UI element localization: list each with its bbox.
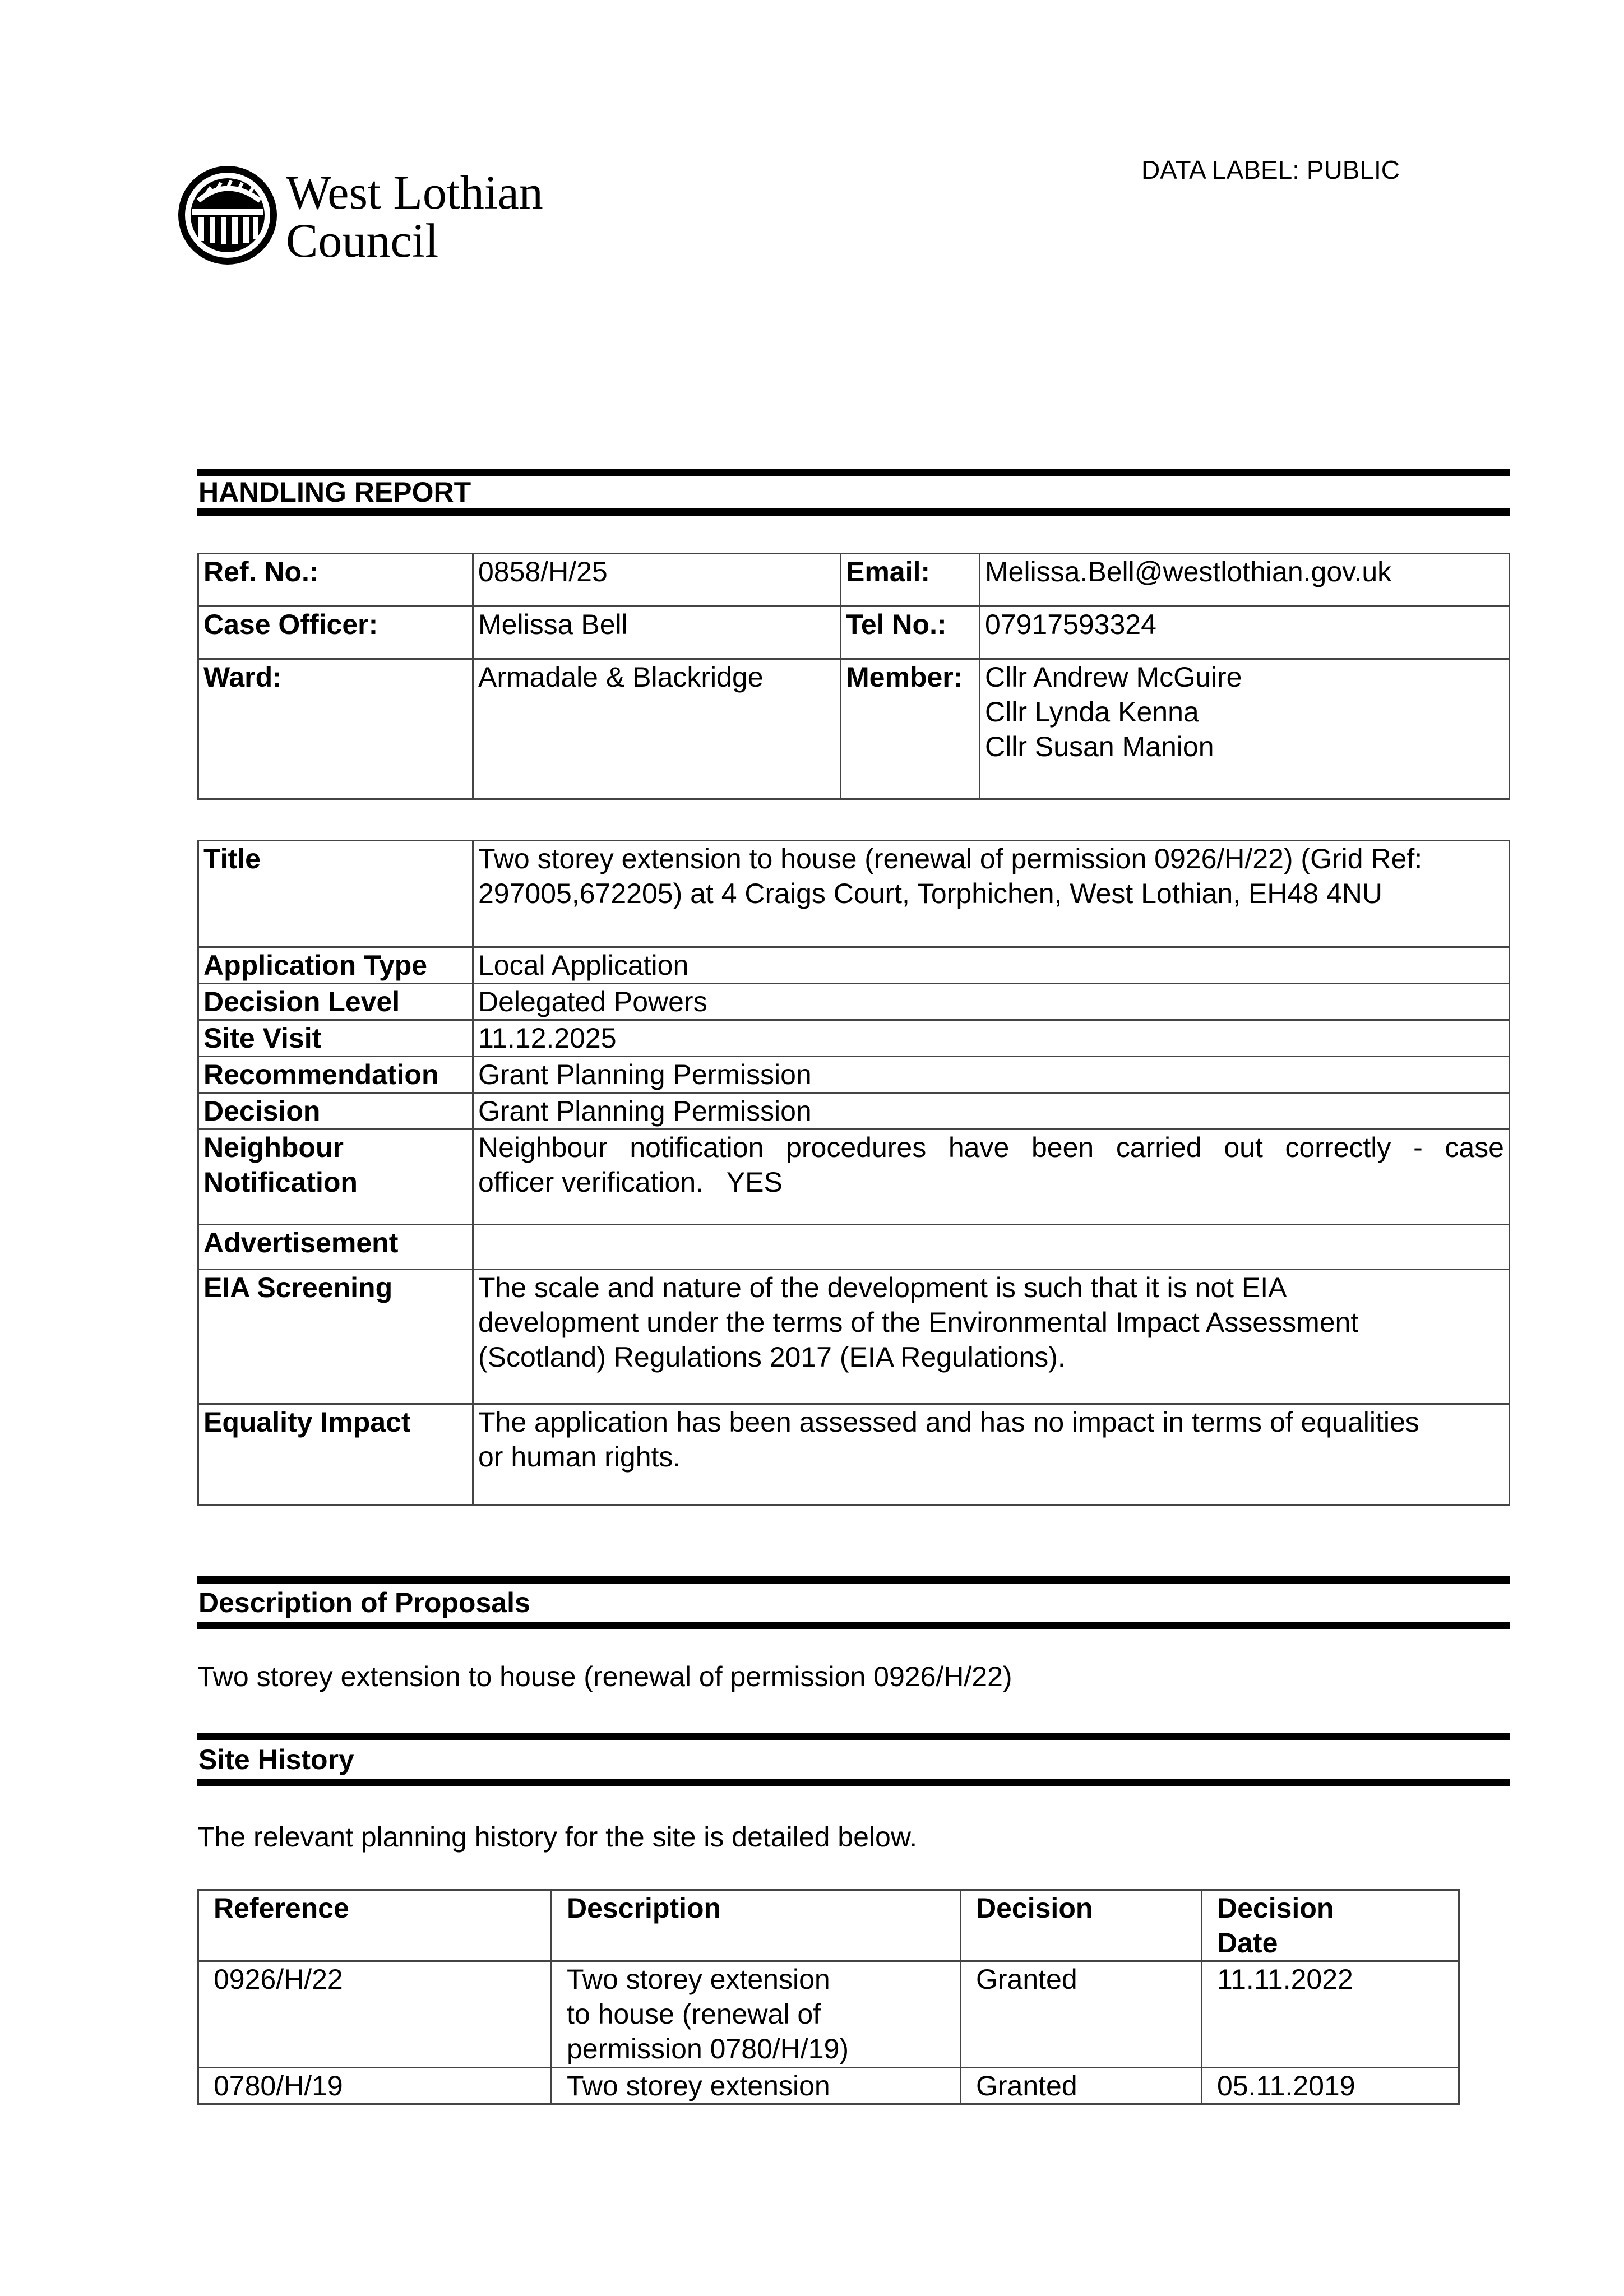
equality-impact-value: [473, 1404, 1510, 1505]
title-line: Two storey extension to house (renewal of permission 0926/H/22) (Grid Ref:: [478, 843, 1423, 874]
history-description: [552, 1961, 961, 2068]
member-name: Cllr Susan Manion: [985, 731, 1214, 762]
eia-line: (Scotland) Regulations 2017 (EIA Regulations).: [478, 1341, 1066, 1373]
history-reference: 0926/H/22: [198, 1961, 552, 2068]
neighbour-notification-value: [473, 1130, 1510, 1225]
description-heading: Description of Proposals: [197, 1576, 1510, 1629]
member-list: [980, 659, 1510, 799]
decision-level-value: Delegated Powers: [473, 984, 1510, 1020]
council-crest-icon: [176, 161, 557, 269]
equality-line: or human rights.: [478, 1441, 681, 1473]
recommendation-label: Recommendation: [198, 1057, 473, 1093]
case-officer-value: Melissa Bell: [473, 607, 841, 659]
advertisement-label: Advertisement: [198, 1225, 473, 1270]
title-value: [473, 841, 1510, 947]
contact-table: [197, 553, 1510, 800]
decision-level-label: Decision Level: [198, 984, 473, 1020]
site-history-intro: The relevant planning history for the site is detailed below.: [197, 1821, 918, 1853]
handling-report-heading: HANDLING REPORT: [197, 469, 1510, 516]
ref-label: Ref. No.:: [198, 554, 473, 607]
eia-line: The scale and nature of the development is such that it is not EIA: [478, 1272, 1287, 1303]
table-row: [198, 2068, 1459, 2104]
equality-line: The application has been assessed and has no impact in terms of equalities: [478, 1406, 1419, 1438]
decision-value: Grant Planning Permission: [473, 1093, 1510, 1130]
history-date: 05.11.2019: [1202, 2068, 1459, 2104]
advertisement-value: [473, 1225, 1510, 1270]
neighbour-label-line: Notification: [203, 1166, 358, 1198]
site-history-table: [197, 1889, 1460, 2105]
council-logo: [176, 161, 557, 269]
ward-value: Armadale & Blackridge: [473, 659, 841, 799]
eia-screening-label: EIA Screening: [198, 1270, 473, 1404]
history-description: Two storey extension: [552, 2068, 961, 2104]
neighbour-line: officer verification. YES: [478, 1166, 783, 1198]
email-label: Email:: [841, 554, 980, 607]
member-label: Member:: [841, 659, 980, 799]
description-text: Two storey extension to house (renewal of permission 0926/H/22): [197, 1661, 1012, 1692]
equality-impact-label: Equality Impact: [198, 1404, 473, 1505]
member-name: Cllr Andrew McGuire: [985, 661, 1242, 693]
site-history-heading: Site History: [197, 1733, 1510, 1786]
history-date: 11.11.2022: [1202, 1961, 1459, 2068]
neighbour-line: Neighbour notification procedures have been carried out correctly - case: [478, 1132, 1504, 1163]
svg-text:West Lothian: West Lothian: [286, 165, 543, 219]
eia-screening-value: [473, 1270, 1510, 1404]
data-label: DATA LABEL: PUBLIC: [1141, 155, 1400, 184]
application-type-value: Local Application: [473, 947, 1510, 984]
history-description-line: to house (renewal of: [567, 1998, 821, 2030]
history-reference: 0780/H/19: [198, 2068, 552, 2104]
column-header-line: Decision: [1217, 1892, 1334, 1924]
history-decision: Granted: [961, 1961, 1202, 2068]
svg-text:Council: Council: [286, 214, 439, 267]
tel-label: Tel No.:: [841, 607, 980, 659]
ref-value: 0858/H/25: [473, 554, 841, 607]
table-row: [198, 1961, 1459, 2068]
column-header: Reference: [198, 1890, 552, 1961]
column-header-line: Date: [1217, 1927, 1278, 1959]
application-type-label: Application Type: [198, 947, 473, 984]
title-line: 297005,672205) at 4 Craigs Court, Torphichen, West Lothian, EH48 4NU: [478, 878, 1383, 909]
history-description-line: permission 0780/H/19): [567, 2033, 849, 2064]
email-value[interactable]: Melissa.Bell@westlothian.gov.uk: [980, 554, 1510, 607]
site-visit-label: Site Visit: [198, 1020, 473, 1057]
site-visit-value: 11.12.2025: [473, 1020, 1510, 1057]
case-officer-label: Case Officer:: [198, 607, 473, 659]
ward-label: Ward:: [198, 659, 473, 799]
details-table: [197, 840, 1510, 1506]
neighbour-notification-label: [198, 1130, 473, 1225]
decision-label: Decision: [198, 1093, 473, 1130]
neighbour-label-line: Neighbour: [203, 1132, 344, 1163]
history-description-line: Two storey extension: [567, 1964, 830, 1995]
column-header: Description: [552, 1890, 961, 1961]
tel-value: 07917593324: [980, 607, 1510, 659]
recommendation-value: Grant Planning Permission: [473, 1057, 1510, 1093]
column-header: [1202, 1890, 1459, 1961]
history-decision: Granted: [961, 2068, 1202, 2104]
column-header: Decision: [961, 1890, 1202, 1961]
title-label: Title: [198, 841, 473, 947]
member-name: Cllr Lynda Kenna: [985, 696, 1199, 728]
eia-line: development under the terms of the Environmental Impact Assessment: [478, 1307, 1359, 1338]
